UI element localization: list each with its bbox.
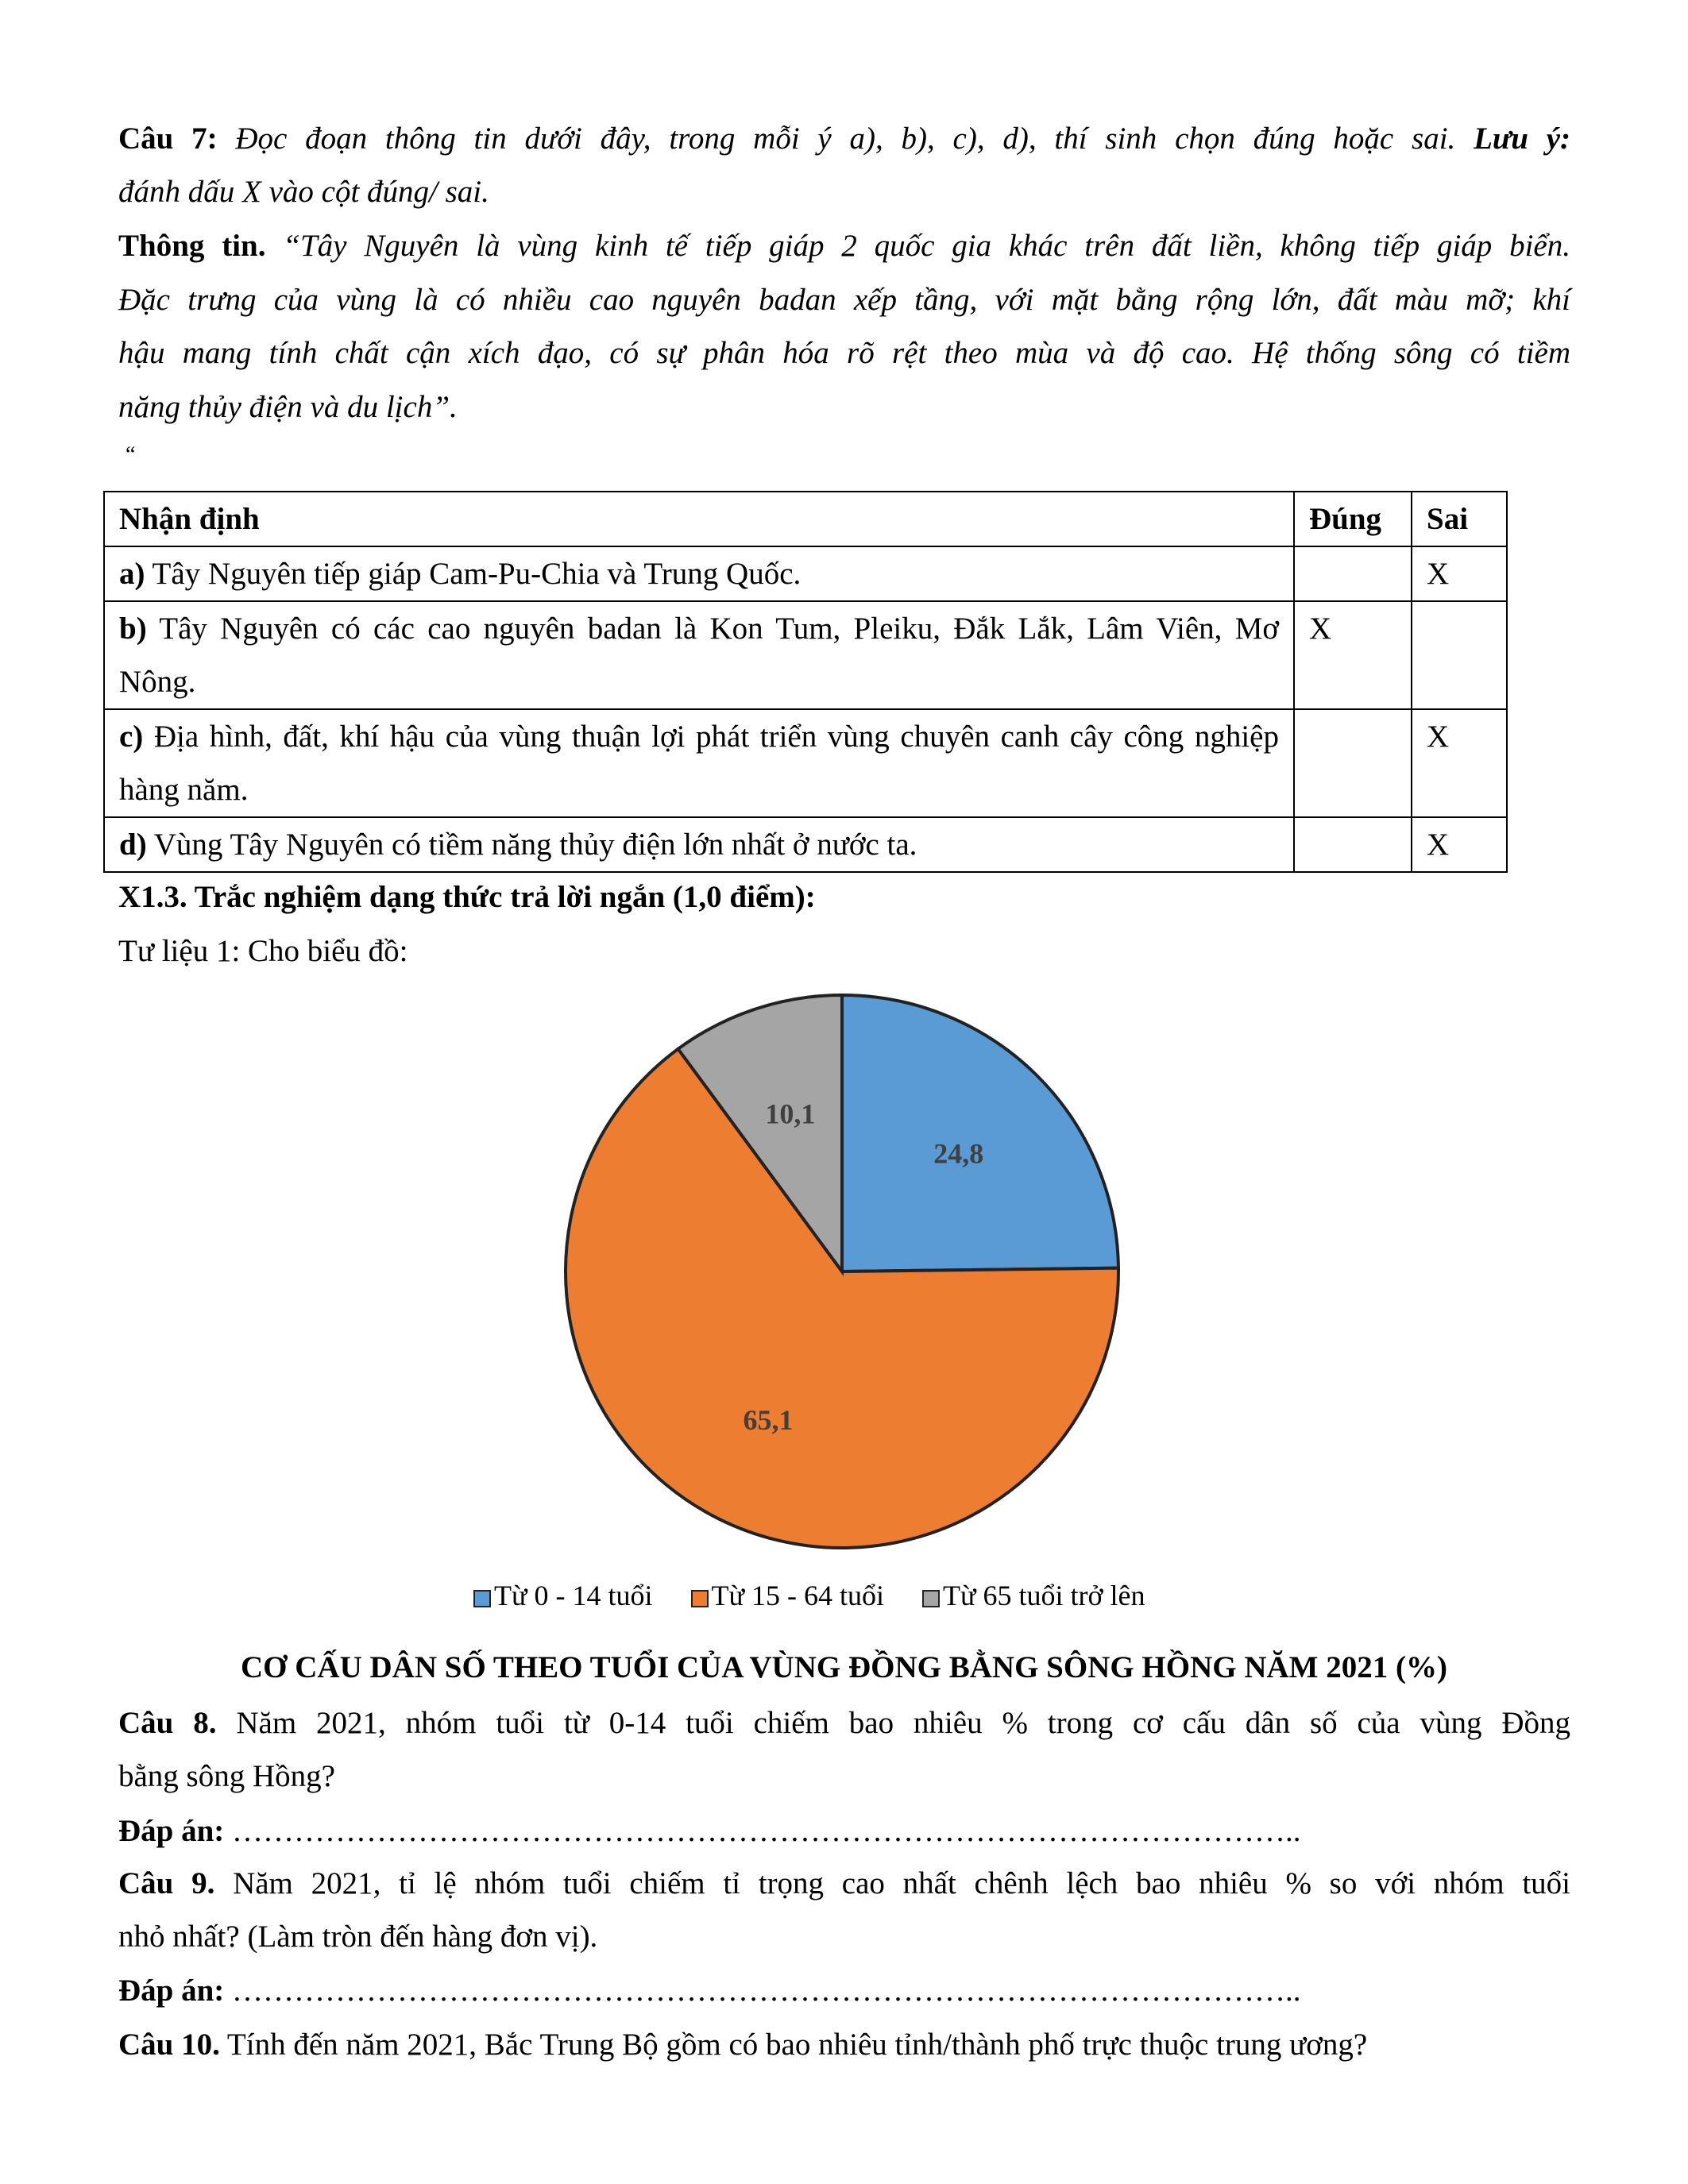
row-text: Tây Nguyên có các cao nguyên badan là Kon Tum, Pleiku, Đắk Lắk, Lâm Viên, Mơ Nông.	[119, 612, 1279, 699]
q10-line-1	[118, 2025, 1570, 2065]
q8-label: Câu 8.	[118, 1706, 217, 1740]
q7-note-label: Lưu ý:	[1474, 122, 1571, 156]
false-cell[interactable]: X	[1412, 817, 1507, 872]
legend-swatch	[473, 1590, 491, 1607]
stray-quote: “	[126, 442, 136, 467]
info-line-4: năng thủy điện và du lịch”.	[118, 390, 458, 424]
q10-text: Tính đến năm 2021, Bắc Trung Bộ gồm có bao nhiêu tỉnh/thành phố trực thuộc trung ương?	[219, 2028, 1368, 2062]
q7-note: đánh dấu X vào cột đúng/ sai.	[118, 175, 489, 209]
pie-data-label: 10,1	[765, 1098, 816, 1130]
header-statement: Nhận định	[119, 502, 260, 536]
row-text: Tây Nguyên tiếp giáp Cam-Pu-Chia và Trung Quốc.	[145, 557, 802, 591]
pie-data-label: 24,8	[933, 1137, 984, 1170]
row-text: Địa hình, đất, khí hậu của vùng thuận lợi phát triển vùng chuyên canh cây công nghiệp hàng năm.	[119, 720, 1279, 807]
q9-answer[interactable]	[118, 1971, 1570, 2011]
false-cell[interactable]: X	[1412, 709, 1507, 817]
header-true: Đúng	[1309, 502, 1382, 536]
q9-line-1	[118, 1864, 1570, 1904]
chart-legend	[473, 1579, 1145, 1612]
legend-label: Từ 65 tuổi trở lên	[943, 1580, 1145, 1611]
q8-answer[interactable]	[118, 1812, 1570, 1851]
q7-prompt-text: Đọc đoạn thông tin dưới đây, trong mỗi ý a), b), c), d), thí sinh chọn đúng hoặc sai.	[217, 122, 1474, 156]
row-key: d)	[119, 828, 147, 862]
info-line-2: Đặc trưng của vùng là có nhiều cao nguyên badan xếp tầng, với mặt bằng rộng lớn, đất màu mỡ; khí	[118, 283, 1570, 317]
false-cell[interactable]: X	[1412, 546, 1507, 601]
info-label: Thông tin.	[118, 229, 266, 263]
header-false: Sai	[1427, 502, 1469, 536]
info-line-3: hậu mang tính chất cận xích đạo, có sự phân hóa rõ rệt theo mùa và độ cao. Hệ thống sông có tiềm	[118, 336, 1570, 370]
q7-label: Câu 7:	[118, 122, 218, 156]
chart-title: CƠ CẤU DÂN SỐ THEO TUỔI CỦA VÙNG ĐỒNG BẰNG SÔNG HỒNG NĂM 2021 (%)	[241, 1650, 1447, 1684]
legend-item	[922, 1579, 1145, 1612]
q9-line-2: nhỏ nhất? (Làm tròn đến hàng đơn vị).	[118, 1920, 598, 1954]
legend-item	[691, 1579, 885, 1612]
q10-label: Câu 10.	[118, 2028, 220, 2062]
legend-swatch	[691, 1590, 709, 1607]
answer-label: Đáp án:	[118, 1814, 225, 1848]
row-key: b)	[119, 612, 147, 646]
q9-text: Năm 2021, tỉ lệ nhóm tuổi chiếm tỉ trọng cao nhất chênh lệch bao nhiêu % so với nhóm tuổi	[214, 1866, 1570, 1900]
answer-blank[interactable]: …………………………………………………………………………………………..	[224, 1814, 1301, 1848]
info-text: “Tây Nguyên là vùng kinh tế tiếp giáp 2 quốc gia khác trên đất liền, không tiếp giáp biển.	[265, 229, 1570, 263]
q8-line-1	[118, 1704, 1570, 1743]
q9-label: Câu 9.	[118, 1866, 215, 1900]
answer-blank[interactable]: …………………………………………………………………………………………..	[224, 1974, 1301, 2008]
row-key: a)	[119, 557, 145, 591]
pie-slice	[842, 995, 1118, 1271]
section-heading: X1.3. Trắc nghiệm dạng thức trả lời ngắn (1,0 điểm):	[118, 880, 816, 914]
row-key: c)	[119, 720, 144, 754]
legend-item	[473, 1579, 653, 1612]
legend-label: Từ 15 - 64 tuổi	[711, 1580, 884, 1611]
legend-swatch	[922, 1590, 940, 1607]
q8-text: Năm 2021, nhóm tuổi từ 0-14 tuổi chiếm bao nhiêu % trong cơ cấu dân số của vùng Đồng	[216, 1706, 1570, 1740]
answer-label: Đáp án:	[118, 1974, 225, 2008]
q8-line-2: bằng sông Hồng?	[118, 1759, 335, 1793]
true-cell[interactable]: X	[1294, 601, 1412, 709]
pie-data-label: 65,1	[743, 1403, 794, 1436]
row-text: Vùng Tây Nguyên có tiềm năng thủy điện lớn nhất ở nước ta.	[146, 828, 917, 862]
legend-label: Từ 0 - 14 tuổi	[494, 1580, 653, 1611]
source-label: Tư liệu 1: Cho biểu đồ:	[118, 934, 408, 968]
